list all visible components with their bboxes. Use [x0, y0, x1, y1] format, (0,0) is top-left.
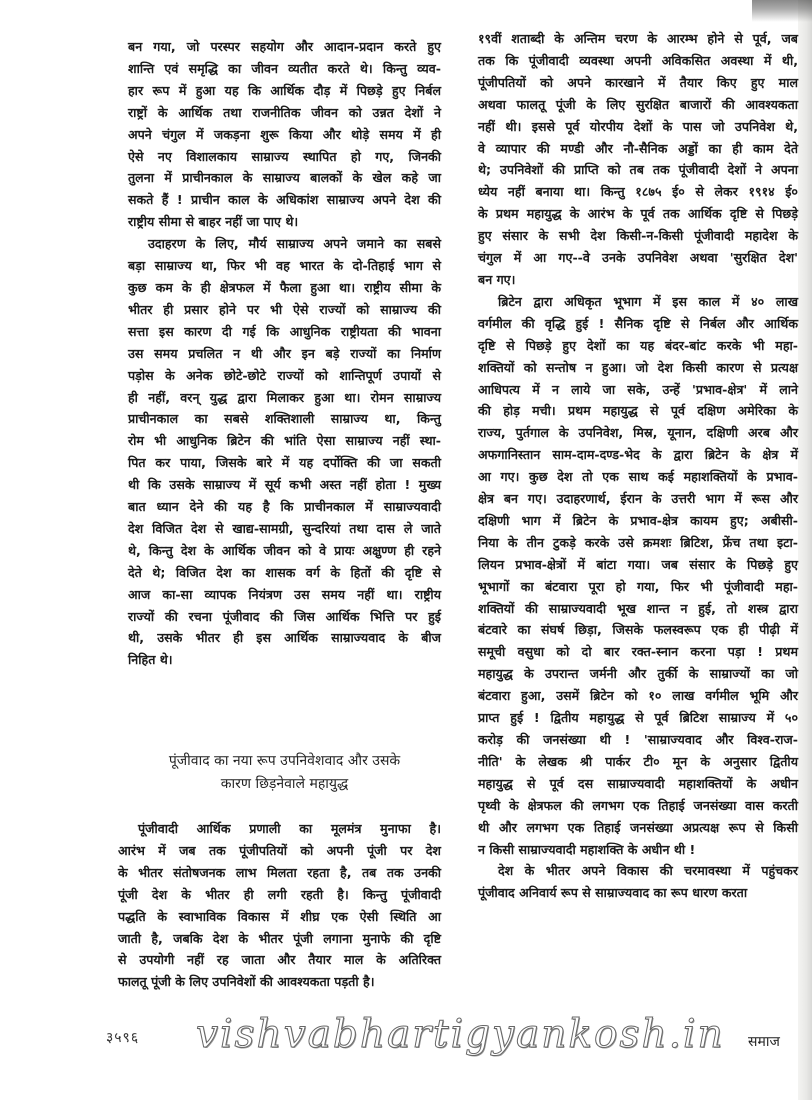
left-paragraph-3	[118, 818, 441, 993]
text-line: दृष्टि से पिछड़े हुए देशों का यह बंदर-बांट करके भी महा-	[478, 337, 798, 353]
text-line: भीतर ही प्रसार होने पर भी ऐसे राज्यों को साम्राज्य की	[128, 301, 441, 317]
page-edge-shadow	[798, 0, 812, 1100]
watermark-text: vishvabhartigyankosh.in	[196, 1012, 725, 1057]
text-line: ध्येय नहीं बनाया था। किन्तु १८७५ ई० से लेकर १९१४ ई०	[478, 184, 798, 200]
text-line: लियन प्रभाव-क्षेत्रों में बांटा गया। जब संसार के पिछड़े हुए	[478, 556, 798, 572]
text-line: के भीतर संतोषजनक लाभ मिलता रहता है, तब तक उनकी	[118, 864, 441, 880]
left-paragraph-2	[128, 233, 441, 671]
text-line: उस समय प्रचलित न थी और इन बड़े राज्यों का निर्माण	[128, 345, 441, 361]
text-line: बंटवारे का संघर्ष छिड़ा, जिसके फलस्वरूप एक ही पीढ़ी में	[478, 622, 798, 638]
text-line: हार रूप में हुआ यह कि आर्थिक दौड़ में पिछड़े हुए निर्बल	[128, 82, 441, 98]
text-line: समूची वसुधा को दो बार रक्त-स्नान करना पड़ा ! प्रथम	[478, 644, 798, 660]
text-line: सकते हैं ! प्राचीन काल के अधिकांश साम्राज्य अपने देश की	[128, 192, 441, 208]
text-line: पूंजीवादी आर्थिक प्रणाली का मूलमंत्र मुनाफा है।	[138, 821, 441, 836]
text-line: आ गए। कुछ देश तो एक साथ कई महाशक्तियों के प्रभाव-	[478, 469, 798, 485]
text-line: पूंजीपतियों को अपने कारखाने में तैयार किए हुए माल	[478, 74, 798, 90]
text-line: थी, उसके भीतर ही इस आर्थिक साम्राज्यवाद के बीज	[128, 630, 441, 646]
text-line: पद्धति के स्वाभाविक विकास में शीघ्र एक ऐसी स्थिति आ	[118, 908, 441, 924]
text-line: तक कि पूंजीवादी व्यवस्था अपनी अविकसित अवस्था में थी,	[478, 52, 798, 68]
text-line: नीति' के लेखक श्री पार्कर टी० मून के अनुसार द्वितीय	[478, 753, 798, 769]
text-line: उदाहरण के लिए, मौर्य साम्राज्य अपने जमाने का सबसे	[148, 236, 441, 252]
text-line: आधिपत्य में न लाये जा सके, उन्हें 'प्रभाव-क्षेत्र' में लाने	[478, 381, 798, 397]
text-line: राष्ट्रों के आर्थिक तथा राजनीतिक जीवन को उन्नत देशों ने	[128, 104, 441, 120]
text-line: देते थे; विजित देश का शासक वर्ग के हितों की दृष्टि से	[128, 564, 441, 580]
text-line: शान्ति एवं समृद्धि का जीवन व्यतीत करते थे। किन्तु व्यव-	[128, 60, 441, 76]
right-column	[478, 28, 798, 904]
section-name: समाज	[748, 1034, 780, 1050]
text-line: राष्ट्रीय सीमा से बाहर नहीं जा पाए थे।	[128, 214, 299, 230]
text-line: महायुद्ध से पूर्व दस साम्राज्यवादी महाशक्तियों के अधीन	[478, 775, 798, 791]
text-line: वे व्यापार की मण्डी और नौ-सैनिक अड्डों का ही काम देते	[478, 140, 798, 156]
text-line: ही नहीं, वरन् युद्ध द्वारा मिलाकर हुआ था। रोमन साम्राज्य	[128, 389, 441, 405]
page-corner-shadow	[752, 0, 812, 22]
text-line: अफगानिस्तान साम-दाम-दण्ड-भेद के द्वारा ब्रिटेन के क्षेत्र में	[478, 447, 798, 463]
text-line: देश विजित देश से खाद्य-सामग्री, सुन्दरियां तथा दास ले जाते	[128, 520, 441, 536]
text-line: ऐसे नए विशालकाय साम्राज्य स्थापित हो गए, जिनकी	[128, 148, 441, 164]
text-line: आज का-सा व्यापक नियंत्रण उस समय नहीं था। राष्ट्रीय	[128, 586, 441, 602]
text-line: कारण छिड़नेवाले महायुद्ध	[220, 776, 349, 792]
text-line: दक्षिणी भाग में ब्रिटेन के प्रभाव-क्षेत्र कायम हुए; अबीसी-	[478, 512, 798, 528]
text-line: थी कि उसके साम्राज्य में सूर्य कभी अस्त नहीं होता ! मुख्य	[128, 477, 441, 493]
text-line: आरंभ में जब तक पूंजीपतियों को अपनी पूंजी पर देश	[118, 842, 441, 858]
text-line: राज्यों की रचना पूंजीवाद की जिस आर्थिक भित्ति पर हुई	[128, 608, 441, 624]
text-line: थी और लगभग एक तिहाई जनसंख्या अप्रत्यक्ष रूप से किसी	[478, 819, 798, 835]
text-line: बात ध्यान देने की यह है कि प्राचीनकाल में साम्राज्यवादी	[128, 499, 441, 515]
text-line: १९वीं शताब्दी के अन्तिम चरण के आरम्भ होने से पूर्व, जब	[478, 31, 798, 46]
left-paragraph-1	[128, 36, 441, 233]
text-line: निया के तीन टुकड़े करके उसे क्रमशः ब्रिटिश, फ्रेंच तथा इटा-	[478, 534, 798, 550]
text-line: पित कर पाया, जिसके बारे में यह दर्पोक्ति की जा सकती	[128, 455, 441, 471]
text-line: न किसी साम्राज्यवादी महाशक्ति के अधीन थी !	[478, 841, 696, 857]
text-line: अथवा फालतू पूंजी के लिए सुरक्षित बाजारों की आवश्यकता	[478, 96, 798, 112]
text-line: पूंजीवाद का नया रूप उपनिवेशवाद और उसके	[168, 753, 401, 769]
text-line: से उपयोगी नहीं रह जाता और तैयार माल के अतिरिक्त	[118, 952, 441, 968]
text-line: शक्तियों की साम्राज्यवादी भूख शान्त न हुई, तो शस्त्र द्वारा	[478, 600, 798, 616]
text-line: निहित थे।	[128, 652, 173, 668]
text-line: पड़ोस के अनेक छोटे-छोटे राज्यों को शान्तिपूर्ण उपायों से	[128, 367, 441, 383]
text-line: पूंजीवाद अनिवार्य रूप से साम्राज्यवाद का रूप धारण करता	[478, 885, 748, 901]
text-line: थे; उपनिवेशों की प्राप्ति को तब तक पूंजीवादी देशों ने अपना	[478, 162, 798, 178]
text-line: बन गए।	[478, 271, 516, 287]
text-line: प्राप्त हुई ! द्वितीय महायुद्ध से पूर्व ब्रिटिश साम्राज्य में ५०	[478, 710, 798, 726]
text-line: चंगुल में आ गए--वे उनके उपनिवेश अथवा 'सुरक्षित देश'	[478, 250, 798, 266]
section-heading	[128, 750, 441, 796]
text-line: बंटवारा हुआ, उसमें ब्रिटेन को १० लाख वर्गमील भूमि और	[478, 688, 798, 704]
text-line: के प्रथम महायुद्ध के आरंभ के पूर्व तक आर्थिक दृष्टि से पिछड़े	[478, 206, 798, 222]
page-number: ३५९६	[106, 1030, 140, 1046]
left-column	[128, 36, 441, 671]
text-line: पूंजी देश के भीतर ही लगी रहती है। किन्तु पूंजीवादी	[118, 886, 441, 902]
text-line: रोम भी आधुनिक ब्रिटेन की भांति ऐसा साम्राज्य नहीं स्था-	[128, 433, 441, 449]
text-line: फालतू पूंजी के लिए उपनिवेशों की आवश्यकता पड़ती है।	[118, 974, 375, 990]
right-paragraph-2	[478, 291, 798, 861]
text-line: देश के भीतर अपने विकास की चरमावस्था में पहुंचकर	[498, 863, 798, 879]
text-line: महायुद्ध के उपरान्त जर्मनी और तुर्की के साम्राज्यों का जो	[478, 666, 798, 682]
text-line: भूभागों का बंटवारा पूरा हो गया, फिर भी पूंजीवादी महा-	[478, 578, 798, 594]
text-line: थे, किन्तु देश के आर्थिक जीवन को वे प्रायः अक्षुण्ण ही रहने	[128, 542, 441, 558]
text-line: पृथ्वी के क्षेत्रफल की लगभग एक तिहाई जनसंख्या वास करती	[478, 797, 798, 813]
text-line: हुए संसार के सभी देश किसी-न-किसी पूंजीवादी महादेश के	[478, 228, 798, 244]
text-line: बन गया, जो परस्पर सहयोग और आदान-प्रदान करते हुए	[128, 39, 441, 54]
right-paragraph-1	[478, 28, 798, 291]
text-line: शक्तियों को सन्तोष न हुआ। जो देश किसी कारण से प्रत्यक्ष	[478, 359, 798, 375]
text-line: अपने चंगुल में जकड़ना शुरू किया और थोड़े समय में ही	[128, 126, 441, 142]
text-line: राज्य, पुर्तगाल के उपनिवेश, मिस्र, यूनान, दक्षिणी अरब और	[478, 425, 798, 441]
text-line: तुलना में प्राचीनकाल के साम्राज्य बालकों के खेल कहे जा	[128, 170, 441, 186]
text-line: सत्ता इस कारण दी गई कि आधुनिक राष्ट्रीयता की भावना	[128, 323, 441, 339]
text-line: प्राचीनकाल का सबसे शक्तिशाली साम्राज्य था, किन्तु	[128, 411, 441, 427]
text-line: जाती है, जबकि देश के भीतर पूंजी लगाना मुनाफे की दृष्टि	[118, 930, 441, 946]
text-line: क्षेत्र बन गए। उदाहरणार्थ, ईरान के उत्तरी भाग में रूस और	[478, 491, 798, 507]
text-line: नहीं थी। इससे पूर्व योरपीय देशों के पास जो उपनिवेश थे,	[478, 118, 798, 134]
text-line: कुछ कम के ही क्षेत्रफल में फैला हुआ था। राष्ट्रीय सीमा के	[128, 279, 441, 295]
text-line: करोड़ की जनसंख्या थी ! 'साम्राज्यवाद और विश्व-राज-	[478, 732, 798, 747]
text-line: ब्रिटेन द्वारा अधिकृत भूभाग में इस काल में ४० लाख	[498, 293, 798, 309]
text-line: की होड़ मची। प्रथम महायुद्ध से पूर्व दक्षिण अमेरिका के	[478, 403, 798, 419]
right-paragraph-3	[478, 860, 798, 904]
text-line: वर्गमील की वृद्धि हुई ! सैनिक दृष्टि से निर्बल और आर्थिक	[478, 315, 798, 331]
text-line: बड़ा साम्राज्य था, फिर भी वह भारत के दो-तिहाई भाग से	[128, 258, 441, 274]
